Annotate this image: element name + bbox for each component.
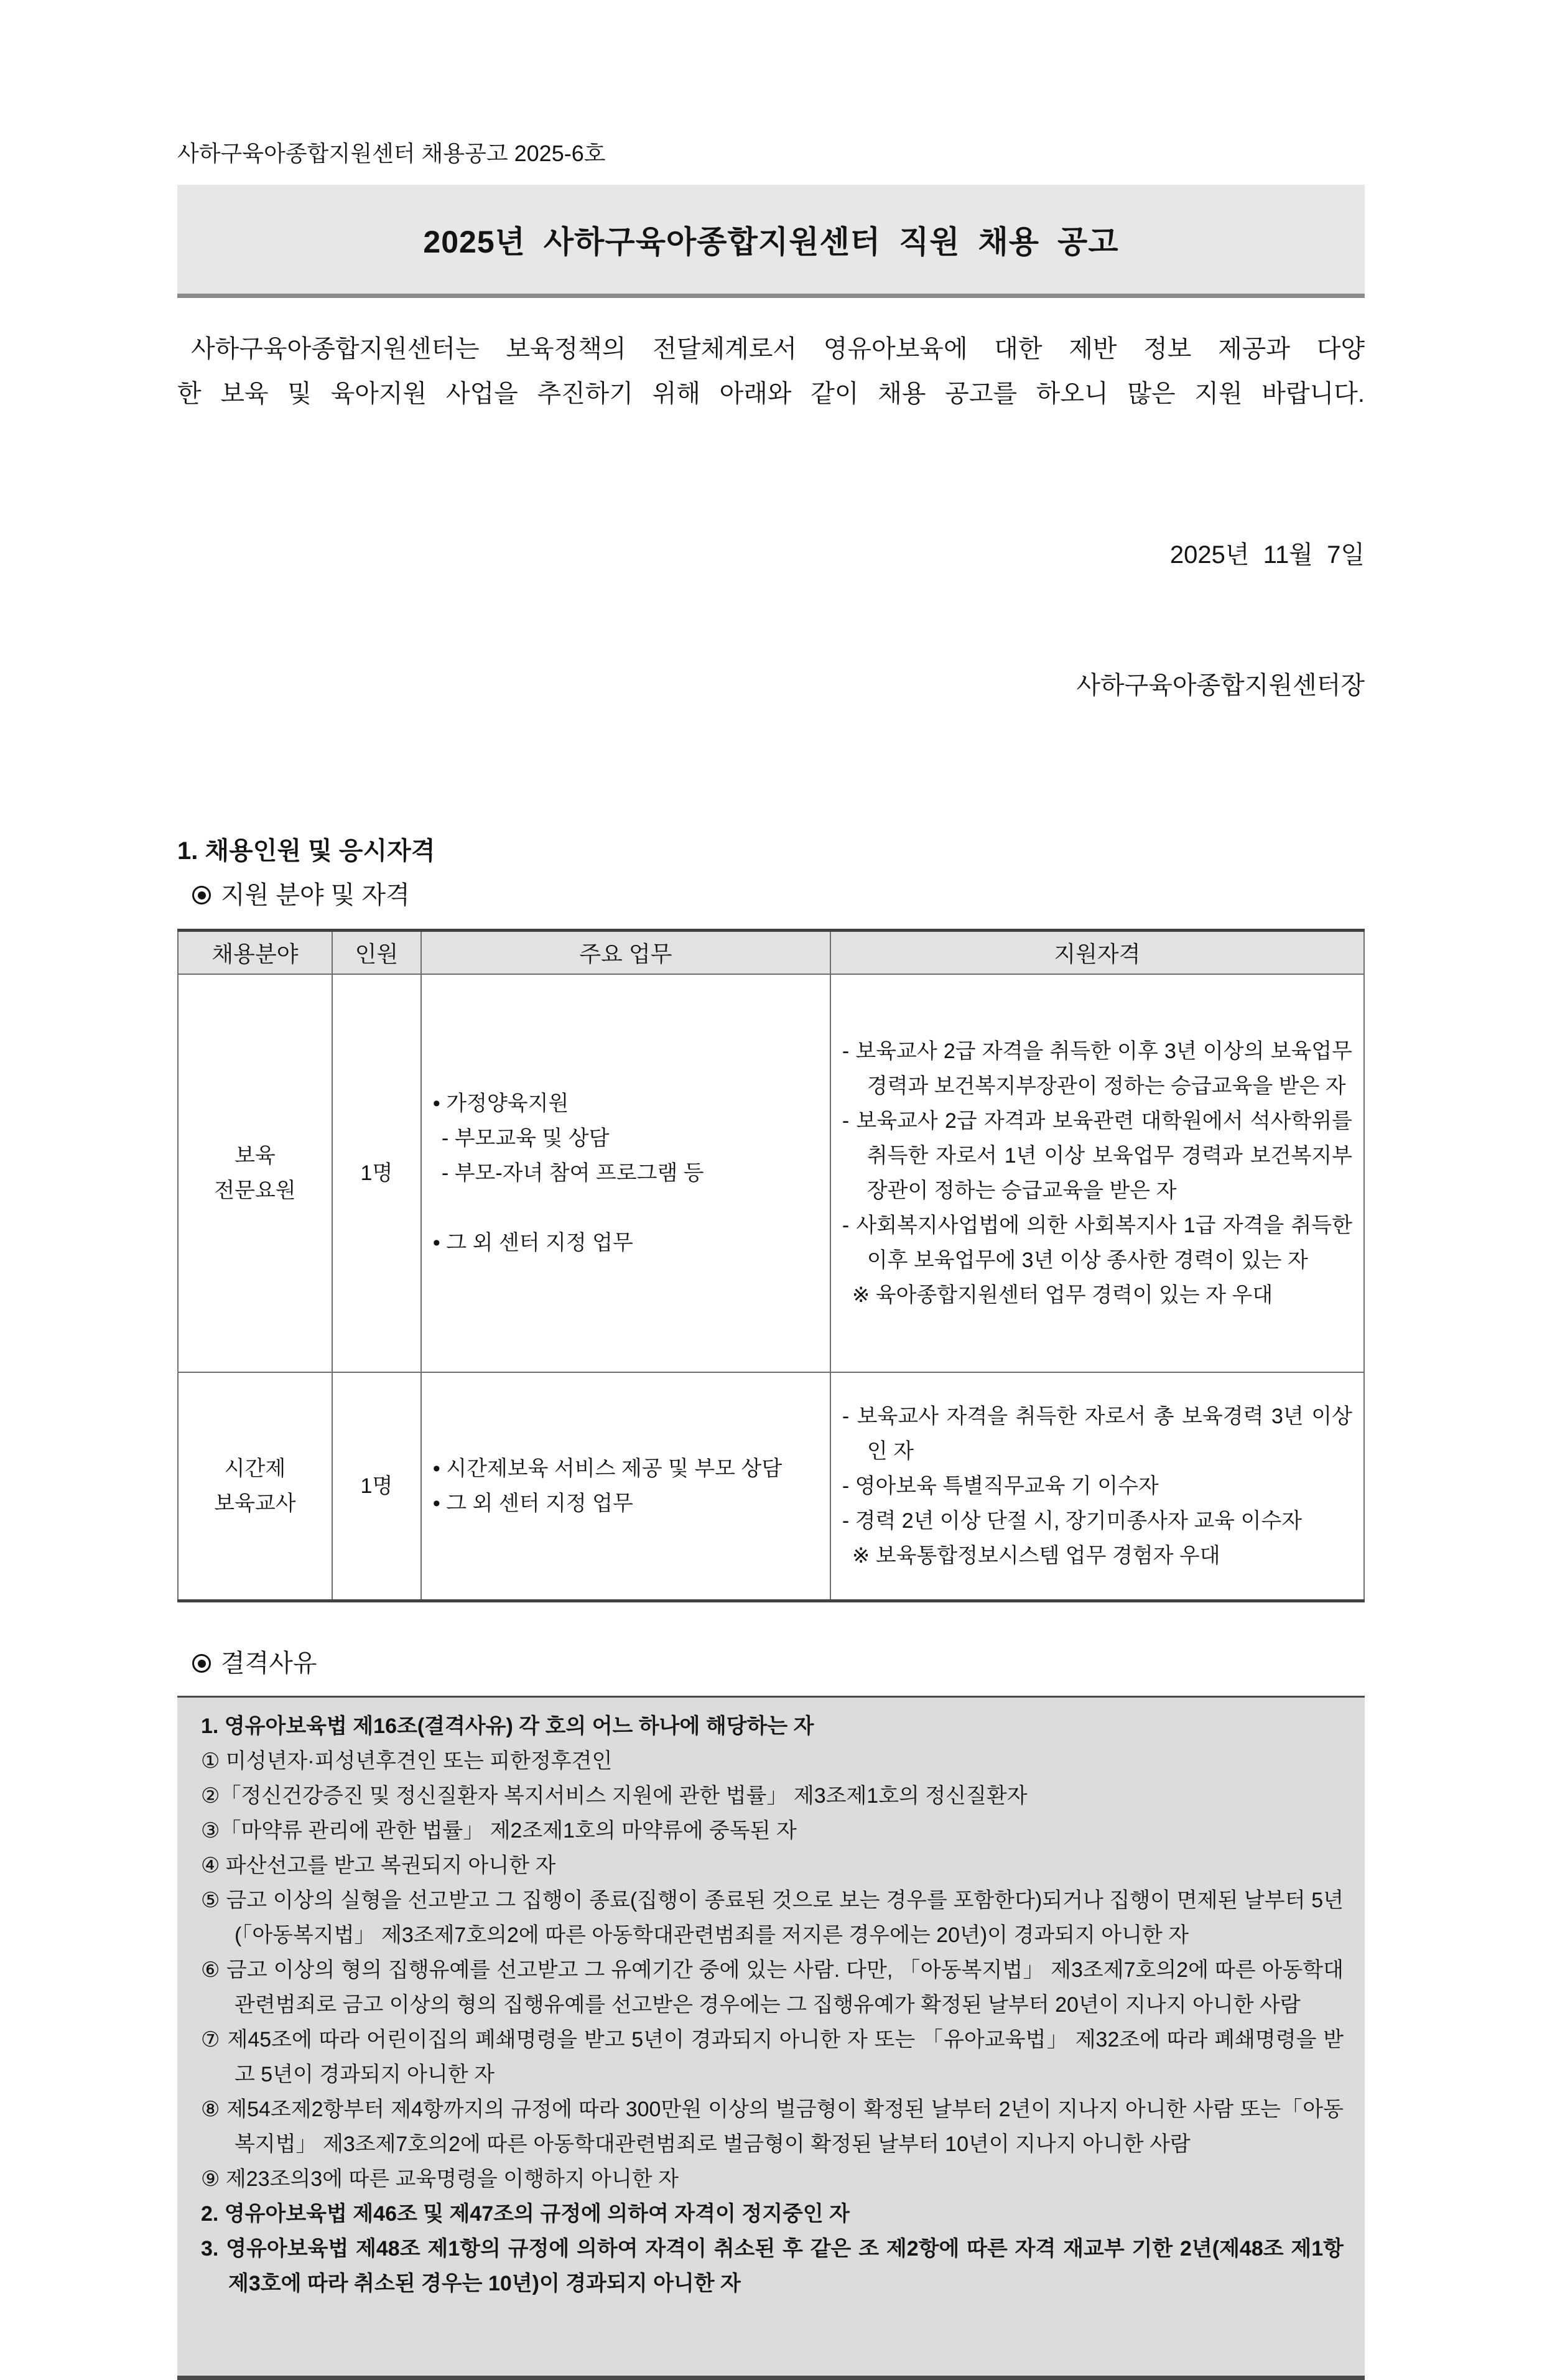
disqualification-item: ⑤ 금고 이상의 실형을 선고받고 그 집행이 종료(집행이 종료된 것으로 보는 경우를 포함한다)되거나 집행이 면제된 날부터 5년(「아동복지법」 제3조제7호의2에 따른 아동학대관련범죄를 저지른 경우에는 20년)이 경과되지 아니한 자 (201, 1889, 1344, 1947)
disqualification-item: 1. 영유아보육법 제16조(결격사유) 각 호의 어느 하나에 해당하는 자 (201, 1714, 814, 1738)
fisheye-bullet-icon (192, 1654, 211, 1673)
disqualification-item: ④ 파산선고를 받고 복권되지 아니한 자 (201, 1854, 556, 1877)
qualification-note: ※ 육아종합지원센터 업무 경력이 있는 자 우대 (852, 1283, 1273, 1307)
disqualification-item: ⑦ 제45조에 따라 어린이집의 폐쇄명령을 받고 5년이 경과되지 아니한 자 또는 「유아교육법」 제32조에 따라 폐쇄명령을 받고 5년이 경과되지 아니한 자 (201, 2028, 1344, 2086)
field-line: 보육 (235, 1143, 276, 1168)
duty-item: • 그 외 센터 지정 업무 (432, 1491, 633, 1515)
fisheye-bullet-icon (192, 886, 211, 904)
disqualification-item: ③「마약류 관리에 관한 법률」 제2조제1호의 마약류에 중독된 자 (201, 1819, 797, 1843)
qualifications-cell (830, 974, 1364, 1372)
field-line: 보육교사 (214, 1491, 296, 1515)
sub-heading-disqualification-label: 결격사유 (221, 1650, 317, 1677)
qualification-item: - 영아보육 특별직무교육 기 이수자 (842, 1474, 1159, 1498)
sub-heading-disqualification (177, 1647, 1365, 1680)
duty-item: • 시간제보육 서비스 제공 및 부모 상담 (432, 1456, 783, 1481)
section-1-heading: 1. 채용인원 및 응시자격 (177, 837, 435, 865)
table-row-parttime-teacher (178, 1372, 1364, 1601)
col-header-duties: 주요 업무 (421, 931, 830, 974)
duty-item: - 부모-자녀 참여 프로그램 등 (441, 1161, 704, 1185)
table-header-row (178, 931, 1364, 974)
duty-item: • 그 외 센터 지정 업무 (432, 1230, 633, 1255)
title-banner (177, 185, 1365, 298)
sub-heading-fields (177, 879, 1365, 911)
disqualification-item: ⑥ 금고 이상의 형의 집행유예를 선고받고 그 유예기간 중에 있는 사람. 다만, 「아동복지법」 제3조제7호의2에 따른 아동학대관련범죄로 금고 이상의 형의 집행유예를 선고받은 경우에는 그 집행유예가 확정된 날부터 20년이 지나지 아니한 사람 (201, 1958, 1344, 2017)
field-cell (178, 1372, 332, 1601)
disqualification-item: ⑧ 제54조제2항부터 제4항까지의 규정에 따라 300만원 이상의 벌금형이 확정된 날부터 2년이 지나지 아니한 사람 또는「아동복지법」 제3조제7호의2에 따른 아동학대관련범죄로 벌금형이 확정된 날부터 10년이 지나지 아니한 사람 (201, 2098, 1344, 2156)
disqualification-item: 3. 영유아보육법 제48조 제1항의 규정에 의하여 자격이 취소된 후 같은 조 제2항에 따른 자격 재교부 기한 2년(제48조 제1항 제3호에 따라 취소된 경우는 10년)이 경과되지 아니한 자 (201, 2237, 1344, 2295)
disqualification-item: ① 미성년자·피성년후견인 또는 피한정후견인 (201, 1749, 613, 1773)
field-line: 전문요원 (214, 1178, 296, 1202)
col-header-field: 채용분야 (178, 931, 332, 974)
table-row-childcare-specialist (178, 974, 1364, 1372)
qualification-item: - 보육교사 2급 자격을 취득한 이후 3년 이상의 보육업무 경력과 보건복지부장관이 정하는 승급교육을 받은 자 (842, 1039, 1352, 1098)
qualification-item: - 보육교사 자격을 취득한 자로서 총 보육경력 3년 이상인 자 (842, 1404, 1352, 1463)
doc-number: 사하구육아종합지원센터 채용공고 2025-6호 (177, 141, 606, 166)
duties-cell (421, 1372, 830, 1601)
announcement-date: 2025년 11월 7일 (1169, 541, 1365, 569)
intro-paragraph (177, 327, 1365, 416)
intro-line-2: 한 보육 및 육아지원 사업을 추진하기 위해 아래와 같이 채용 공고를 하오니 많은 지원 바랍니다. (177, 380, 1365, 407)
page-title: 2025년 사하구육아종합지원센터 직원 채용 공고 (423, 224, 1119, 259)
qualification-item: - 보육교사 2급 자격과 보육관련 대학원에서 석사학위를 취득한 자로서 1년 이상 보육업무 경력과 보건복지부장관이 정하는 승급교육을 받은 자 (842, 1109, 1352, 1202)
disqualification-item: 2. 영유아보육법 제46조 및 제47조의 규정에 의하여 자격이 정지중인 자 (201, 2202, 850, 2226)
qualifications-cell (830, 1372, 1364, 1601)
qualification-note: ※ 보육통합정보시스템 업무 경험자 우대 (852, 1543, 1220, 1568)
headcount-cell: 1명 (332, 1372, 421, 1601)
intro-line-1: 사하구육아종합지원센터는 보육정책의 전달체계로서 영유아보육에 대한 제반 정보 제공과 다양 (191, 335, 1365, 363)
duties-cell (421, 974, 830, 1372)
col-header-qualifications: 지원자격 (830, 931, 1364, 974)
disqualification-item: ②「정신건강증진 및 정신질환자 복지서비스 지원에 관한 법률」 제3조제1호의 정신질환자 (201, 1784, 1028, 1808)
recruit-table (177, 929, 1365, 1602)
qualification-item: - 경력 2년 이상 단절 시, 장기미종사자 교육 이수자 (842, 1508, 1303, 1533)
field-line: 시간제 (224, 1456, 286, 1481)
duties-spacer (433, 1191, 819, 1225)
col-header-headcount: 인원 (332, 931, 421, 974)
duty-item: • 가정양육지원 (432, 1091, 569, 1115)
sub-heading-fields-label: 지원 분야 및 자격 (221, 881, 410, 909)
duty-item: - 부모교육 및 상담 (441, 1126, 610, 1150)
qualification-item: - 사회복지사업법에 의한 사회복지사 1급 자격을 취득한 이후 보육업무에 3년 이상 종사한 경력이 있는 자 (842, 1213, 1352, 1272)
field-cell (178, 974, 332, 1372)
date-signature-block (177, 446, 1365, 794)
headcount-cell: 1명 (332, 974, 421, 1372)
signature-line: 사하구육아종합지원센터장 (1076, 672, 1365, 699)
disqualification-item: ⑨ 제23조의3에 따른 교육명령을 이행하지 아니한 자 (201, 2167, 679, 2191)
disqualification-box (177, 1696, 1365, 2380)
